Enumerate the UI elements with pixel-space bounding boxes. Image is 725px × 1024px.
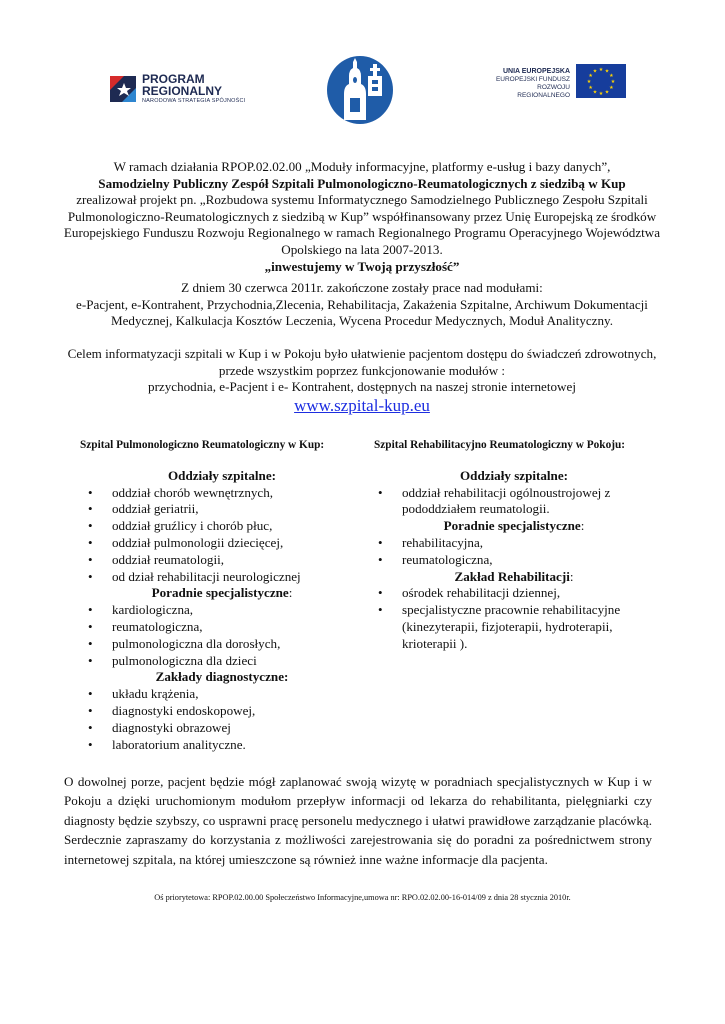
website-link[interactable]: www.szpital-kup.eu	[294, 395, 430, 415]
modules-section	[52, 280, 672, 330]
pokoj-rehab-colon: :	[569, 568, 574, 584]
pokoj-wards-title: Oddziały szpitalne:	[459, 467, 569, 483]
kup-clinics-title	[84, 585, 360, 602]
church-crest-icon	[322, 50, 398, 126]
closing-paragraph: O dowolnej porze, pacjent będzie mógł zaplanować swoją wizytę w poradniach specjalistycznych w Kup i w Pokoju a dzięki uruchomionym modułom przepływ informacji od lekarza do rehabilitanta, pielęgniarki czy diagnosty będzie szybszy, co usprawni pracę personelu medycznego i ułatwi prawidłowe zarządzanie placówką. Serdecznie zapraszamy do korzystania z możliwości zarejestrowania się do poradni za pośrednictwem strony internetowej szpitala, na której umieszczone są również inne ważne informacje dla pacjenta.	[64, 774, 652, 867]
svg-text:★: ★	[610, 79, 616, 85]
svg-text:★: ★	[609, 85, 614, 92]
intro-project-description: zrealizował projekt pn. „Rozbudowa systemu Informatycznego Samodzielnego Publicznego Zespołu Szpitali Pulmonologiczno-Reumatologicznych z siedzibą w Kup” współfinansowany przez Unię Europejską ze środków Europejskiego Funduszu Rozwoju Regionalnego w ramach Regionalnego Programu Operacyjnego Województwa Opolskiego na lata 2007-2013.	[63, 192, 661, 257]
eu-fund-logo	[484, 64, 630, 100]
kup-ward-item: • oddział geriatrii,	[84, 501, 360, 518]
kup-clinics-title-text: Poradnie specjalistyczne	[151, 585, 289, 601]
eu-line1: UNIA EUROPEJSKA	[502, 68, 570, 75]
kup-wards-title: Oddziały szpitalne:	[167, 467, 277, 483]
program-regionalny-name	[142, 73, 222, 97]
modules-date-line: Z dniem 30 czerwca 2011r. zakończone zostały prace nad modułami:	[181, 280, 543, 295]
kup-clinic-item: • kardiologiczna,	[84, 602, 360, 619]
kup-diagnostic-item: • diagnostyki endoskopowej,	[84, 703, 360, 720]
svg-text:★: ★	[592, 68, 598, 75]
kup-hospital-heading: Szpital Pulmonologiczno Reumatologiczny w Kup:	[80, 439, 325, 451]
pokoj-rehab-item: • specjalistyczne pracownie rehabilitacyjne (kinezyterapii, fizjoterapii, hydroterapii, krioterapii ).	[374, 602, 654, 652]
kup-diagnostic-item: • układu krążenia,	[84, 686, 360, 703]
pokoj-clinics-list	[374, 535, 654, 569]
intro-action-line: W ramach działania RPOP.02.02.00 „Moduły informacyjne, platformy e-usług i bazy danych”,	[113, 159, 611, 174]
project-intro	[52, 159, 672, 275]
svg-text:★: ★	[588, 72, 593, 79]
eu-line3: ROZWOJU REGIONALNEGO	[517, 84, 570, 99]
kup-clinic-item: • reumatologiczna,	[84, 619, 360, 636]
kup-diagnostic-item: • diagnostyki obrazowej	[84, 720, 360, 737]
eu-fund-text	[494, 68, 570, 100]
modules-list: e-Pacjent, e-Kontrahent, Przychodnia,Zlecenia, Rehabilitacja, Zakażenia Szpitalne, Archiwum Dokumentacji Medycznej, Kalkulacja Kosztów Leczenia, Wycena Procedur Medycznych, Moduł Analityczny.	[76, 296, 648, 329]
intro-institution-name: Samodzielny Publiczny Zespół Szpitali Pulmonologiczno-Reumatologicznych z siedzibą w Kup	[98, 175, 626, 191]
program-line2: REGIONALNY	[142, 84, 223, 98]
svg-text:★: ★	[588, 85, 593, 92]
pokoj-clinics-title-text: Poradnie specjalistyczne	[443, 518, 581, 534]
goal-modules-text: przychodnia, e-Pacjent i e- Kontrahent, dostępnych na naszej stronie internetowej	[148, 379, 576, 395]
kup-clinic-item: • pulmonologiczna dla dorosłych,	[84, 636, 360, 653]
eu-flag-icon	[576, 64, 626, 98]
svg-text:★: ★	[586, 79, 592, 85]
kup-ward-item: • od dział rehabilitacji neurologicznej	[84, 569, 360, 586]
pokoj-clinic-item: • reumatologiczna,	[374, 552, 654, 569]
kup-hospital-column	[80, 437, 360, 753]
kup-ward-item: • oddział chorób wewnętrznych,	[84, 485, 360, 502]
svg-text:★: ★	[598, 67, 604, 73]
pokoj-clinic-item: • rehabilitacyjna,	[374, 535, 654, 552]
pokoj-clinics-colon: :	[580, 518, 585, 534]
program-regionalny-logo	[108, 70, 248, 112]
pokoj-rehab-item: • ośrodek rehabilitacji dziennej,	[374, 585, 654, 602]
svg-text:★: ★	[604, 68, 610, 75]
svg-text:★: ★	[598, 91, 604, 97]
eu-line2: EUROPEJSKI FUNDUSZ	[495, 76, 570, 83]
hospital-crest-logo	[322, 50, 398, 126]
kup-diagnostics-title: Zakłady diagnostyczne:	[155, 669, 289, 685]
program-regionalny-emblem-icon	[108, 70, 140, 108]
kup-ward-item: • oddział pulmonologii dziecięcej,	[84, 535, 360, 552]
kup-clinic-item: • pulmonologiczna dla dzieci	[84, 653, 360, 670]
kup-clinics-colon: :	[288, 585, 293, 601]
kup-wards-list	[84, 485, 360, 586]
svg-text:★: ★	[609, 72, 614, 79]
pokoj-wards-list	[374, 485, 654, 519]
kup-diagnostic-item: • laboratorium analityczne.	[84, 737, 360, 754]
program-subtitle: NARODOWA STRATEGIA SPÓJNOŚCI	[142, 98, 246, 104]
goal-section	[52, 346, 672, 416]
priority-axis-footer: Oś priorytetowa: RPOP.02.00.00 Społeczeństwo Informacyjne,umowa nr: RPO.02.02.00-16-014/09 z dnia 28 stycznia 2010r.	[154, 893, 571, 902]
kup-diagnostics-list	[84, 686, 360, 753]
kup-ward-item: • oddział reumatologii,	[84, 552, 360, 569]
goal-text: Celem informatyzacji szpitali w Kup i w Pokoju było ułatwienie pacjentom dostępu do świadczeń zdrowotnych, przede wszystkim poprzez funkcjonowanie modułów :	[67, 346, 657, 378]
kup-ward-item: • oddział gruźlicy i chorób płuc,	[84, 518, 360, 535]
pokoj-clinics-title	[374, 518, 654, 535]
intro-slogan: „inwestujemy w Twoją przyszłość”	[264, 258, 460, 274]
pokoj-rehab-title-text: Zakład Rehabilitacji	[454, 568, 570, 584]
pokoj-ward-item: • oddział rehabilitacji ogólnoustrojowej z pododdziałem reumatologii.	[374, 485, 654, 519]
svg-text:★: ★	[604, 89, 610, 96]
pokoj-rehab-title	[374, 569, 654, 586]
program-line1: PROGRAM	[142, 72, 205, 86]
pokoj-hospital-column	[374, 437, 654, 653]
pokoj-rehab-list	[374, 585, 654, 652]
kup-clinics-list	[84, 602, 360, 669]
pokoj-hospital-heading: Szpital Rehabilitacyjno Reumatologiczny w Pokoju:	[374, 439, 626, 451]
svg-text:★: ★	[592, 89, 598, 96]
